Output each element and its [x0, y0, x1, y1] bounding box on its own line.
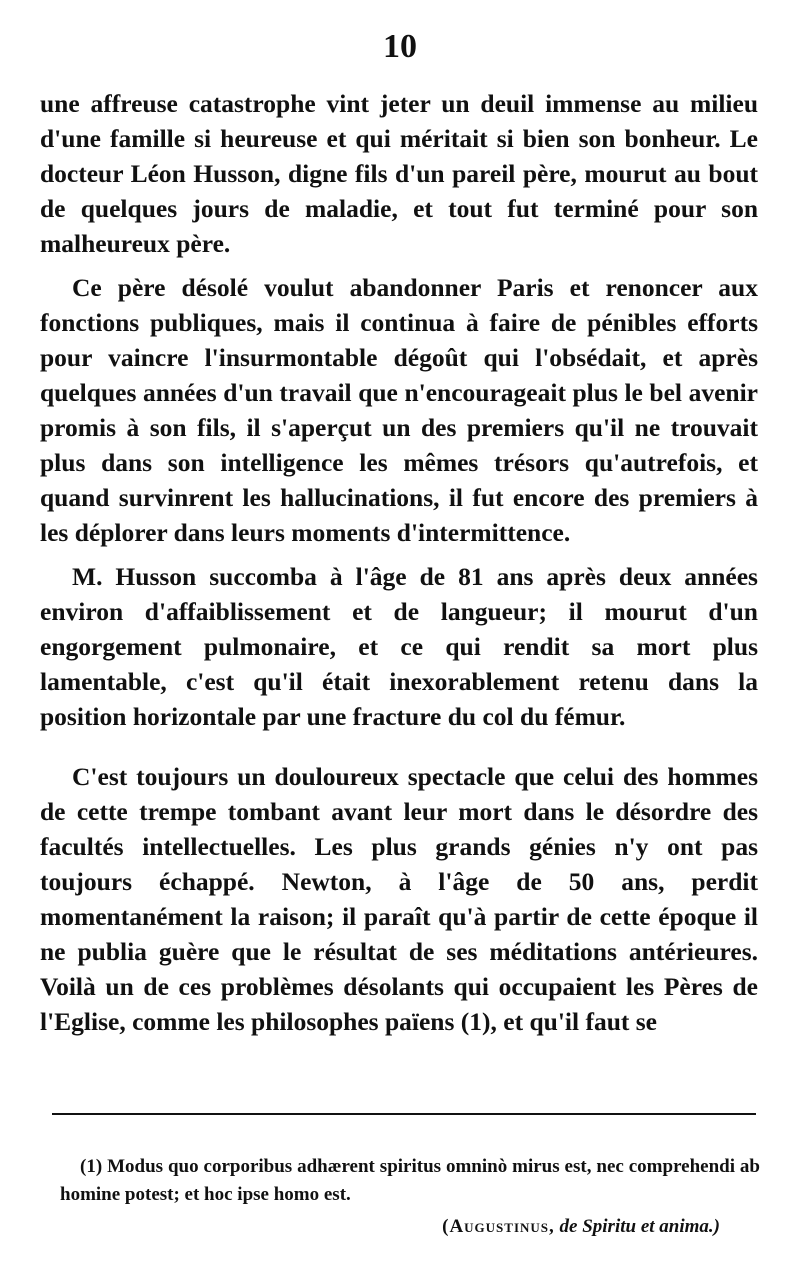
paragraph-4: C'est toujours un douloureux spectacle que celui des hommes de cette trempe tombant avant leur mort dans le désordre des facultés intellectuelles. Les plus grands génies n'y ont pas toujours échappé. Newton, à l'âge de 50 ans, perdit momentanément la raison; il paraît qu'à partir de cette époque il ne publia guère que le résultat de ses méditations antérieures. Voilà un de ces problèmes désolants qui occupaient les Pères de l'Eglise, comme les philosophes païens (1), et qu'il faut se	[40, 762, 758, 1036]
footnote-divider	[52, 1113, 756, 1115]
footnote-author: (Augustinus,	[442, 1216, 555, 1237]
paragraph-1: une affreuse catastrophe vint jeter un deuil immense au milieu d'une famille si heureuse et qui méritait si bien son bonheur. Le docteur Léon Husson, digne fils d'un pareil père, mourut au bout de quelques jours de maladie, et tout fut terminé pour son malheureux père.	[40, 89, 758, 258]
page-number: 10	[383, 28, 417, 65]
footnote-attribution	[60, 1213, 760, 1241]
paragraph-3: M. Husson succomba à l'âge de 81 ans après deux années environ d'affaiblissement et de langueur; il mourut d'un engorgement pulmonaire, et ce qui rendit sa mort plus lamentable, c'est qu'il était inexorablement retenu dans la position horizontale par une fracture du col du fémur.	[40, 562, 758, 731]
footnote-work: de Spiritu et anima.)	[559, 1216, 720, 1237]
footnote	[60, 1153, 760, 1241]
footnote-text: (1) Modus quo corporibus adhærent spiritus omninò mirus est, nec comprehendi ab homine potest; et hoc ipse homo est.	[60, 1156, 760, 1205]
paragraph-2: Ce père désolé voulut abandonner Paris et renoncer aux fonctions publiques, mais il continua à faire de pénibles efforts pour vaincre l'insurmontable dégoût qui l'obsédait, et après quelques années d'un travail que n'encourageait plus le bel avenir promis à son fils, il s'aperçut un des premiers qu'il ne trouvait plus dans son intelligence les mêmes trésors qu'autrefois, et quand survinrent les hallucinations, il fut encore des premiers à les déplorer dans leurs moments d'intermittence.	[40, 273, 758, 547]
body-text	[40, 86, 758, 1039]
